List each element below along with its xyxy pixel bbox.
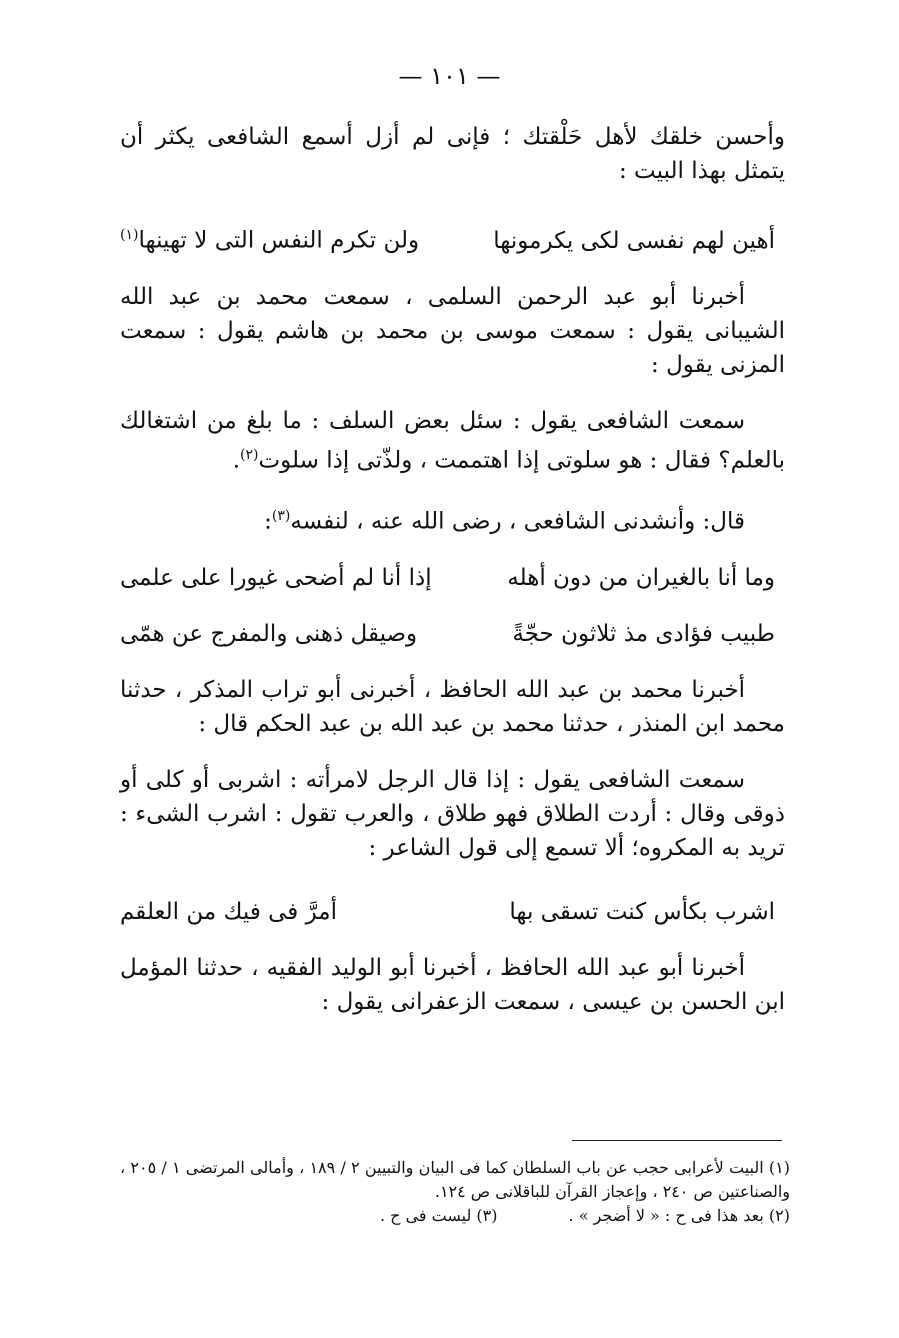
verse-3-second-hemistich: وصيقل ذهنى والمفرج عن همّى bbox=[120, 620, 418, 647]
footnote-1: (١) البيت لأعرابى حجب عن باب السلطان كما فى البيان والتبيين ٢ / ١٨٩ ، وأمالى المرتضى ١ / ٢٠٥ ، والصناعتين ص ٢٤٠ ، وإعجاز القرآن للباقلانى ص ١٢٤. bbox=[120, 1158, 790, 1201]
verse-2 bbox=[120, 561, 785, 595]
verse-2-first-hemistich: وما أنا بالغيران من دون أهله bbox=[507, 564, 775, 591]
main-text bbox=[120, 120, 785, 1019]
paragraph-5: أخبرنا محمد بن عبد الله الحافظ ، أخبرنى أبو تراب المذكر ، حدثنا محمد ابن المنذر ، حدثنا محمد بن عبد الله بن عبد الحكم قال : bbox=[120, 676, 785, 737]
verse-4 bbox=[120, 895, 785, 929]
verse-1-first-hemistich: أهين لهم نفسى لكى يكرمونها bbox=[493, 227, 775, 254]
paragraph-4 bbox=[120, 499, 785, 539]
verse-3-first-hemistich: طبيب فؤادى مذ ثلاثون حجّةً bbox=[512, 620, 775, 647]
footnote-ref-3: (٣) bbox=[271, 508, 291, 525]
footnotes bbox=[120, 1156, 790, 1228]
verse-3 bbox=[120, 617, 785, 651]
verse-4-first-hemistich: اشرب بكأس كنت تسقى بها bbox=[509, 898, 775, 925]
paragraph-4-end: : bbox=[264, 508, 272, 535]
verse-1 bbox=[120, 218, 785, 258]
paragraph-1: وأحسن خلقك لأهل حَلْقتك ؛ فإنى لم أزل أسمع الشافعى يكثر أن يتمثل بهذا البيت : bbox=[120, 124, 785, 184]
footnote-row-2-3 bbox=[120, 1204, 790, 1228]
verse-4-second-hemistich: أمرَّ فى فيك من العلقم bbox=[120, 898, 338, 925]
footnote-ref-2: (٢) bbox=[240, 446, 259, 463]
paragraph-4-text: قال: وأنشدنى الشافعى ، رضى الله عنه ، لنفسه bbox=[290, 508, 745, 535]
paragraph-3-text: سمعت الشافعى يقول : سئل بعض السلف : ما بلغ من اشتغالك بالعلم؟ فقال : هو سلوتى إذا اهتممت ، ولذّتى إذا سلوت bbox=[120, 407, 785, 474]
page-number: — ١٠١ — bbox=[398, 62, 501, 90]
footnote-3: (٣) ليست فى ح . bbox=[380, 1206, 498, 1225]
paragraph-3-end: . bbox=[232, 447, 241, 474]
verse-2-second-hemistich: إذا أنا لم أضحى غيورا على علمى bbox=[120, 564, 432, 591]
verse-1-second-hemistich bbox=[120, 218, 419, 258]
paragraph-3 bbox=[120, 404, 785, 478]
paragraph-2: أخبرنا أبو عبد الرحمن السلمى ، سمعت محمد بن عبد الله الشيبانى يقول : سمعت موسى بن محمد بن هاشم يقول : سمعت المزنى يقول : bbox=[120, 283, 785, 378]
paragraph-7: أخبرنا أبو عبد الله الحافظ ، أخبرنا أبو الوليد الفقيه ، حدثنا المؤمل ابن الحسن بن عيسى ، سمعت الزعفرانى يقول : bbox=[120, 954, 785, 1015]
footnote-separator bbox=[572, 1140, 782, 1141]
footnote-ref-1: (١) bbox=[120, 227, 139, 243]
paragraph-6: سمعت الشافعى يقول : إذا قال الرجل لامرأته : اشربى أو كلى أو ذوقى وقال : أردت الطلاق فهو طلاق ، والعرب تقول : اشرب الشىء : تريد به المكروه؛ ألا تسمع إلى قول الشاعر : bbox=[120, 766, 785, 861]
footnote-2: (٢) بعد هذا فى ح : « لا أضجر » . bbox=[568, 1206, 790, 1225]
verse-1-second-text: ولن تكرم النفس التى لا تهينها bbox=[138, 227, 420, 254]
